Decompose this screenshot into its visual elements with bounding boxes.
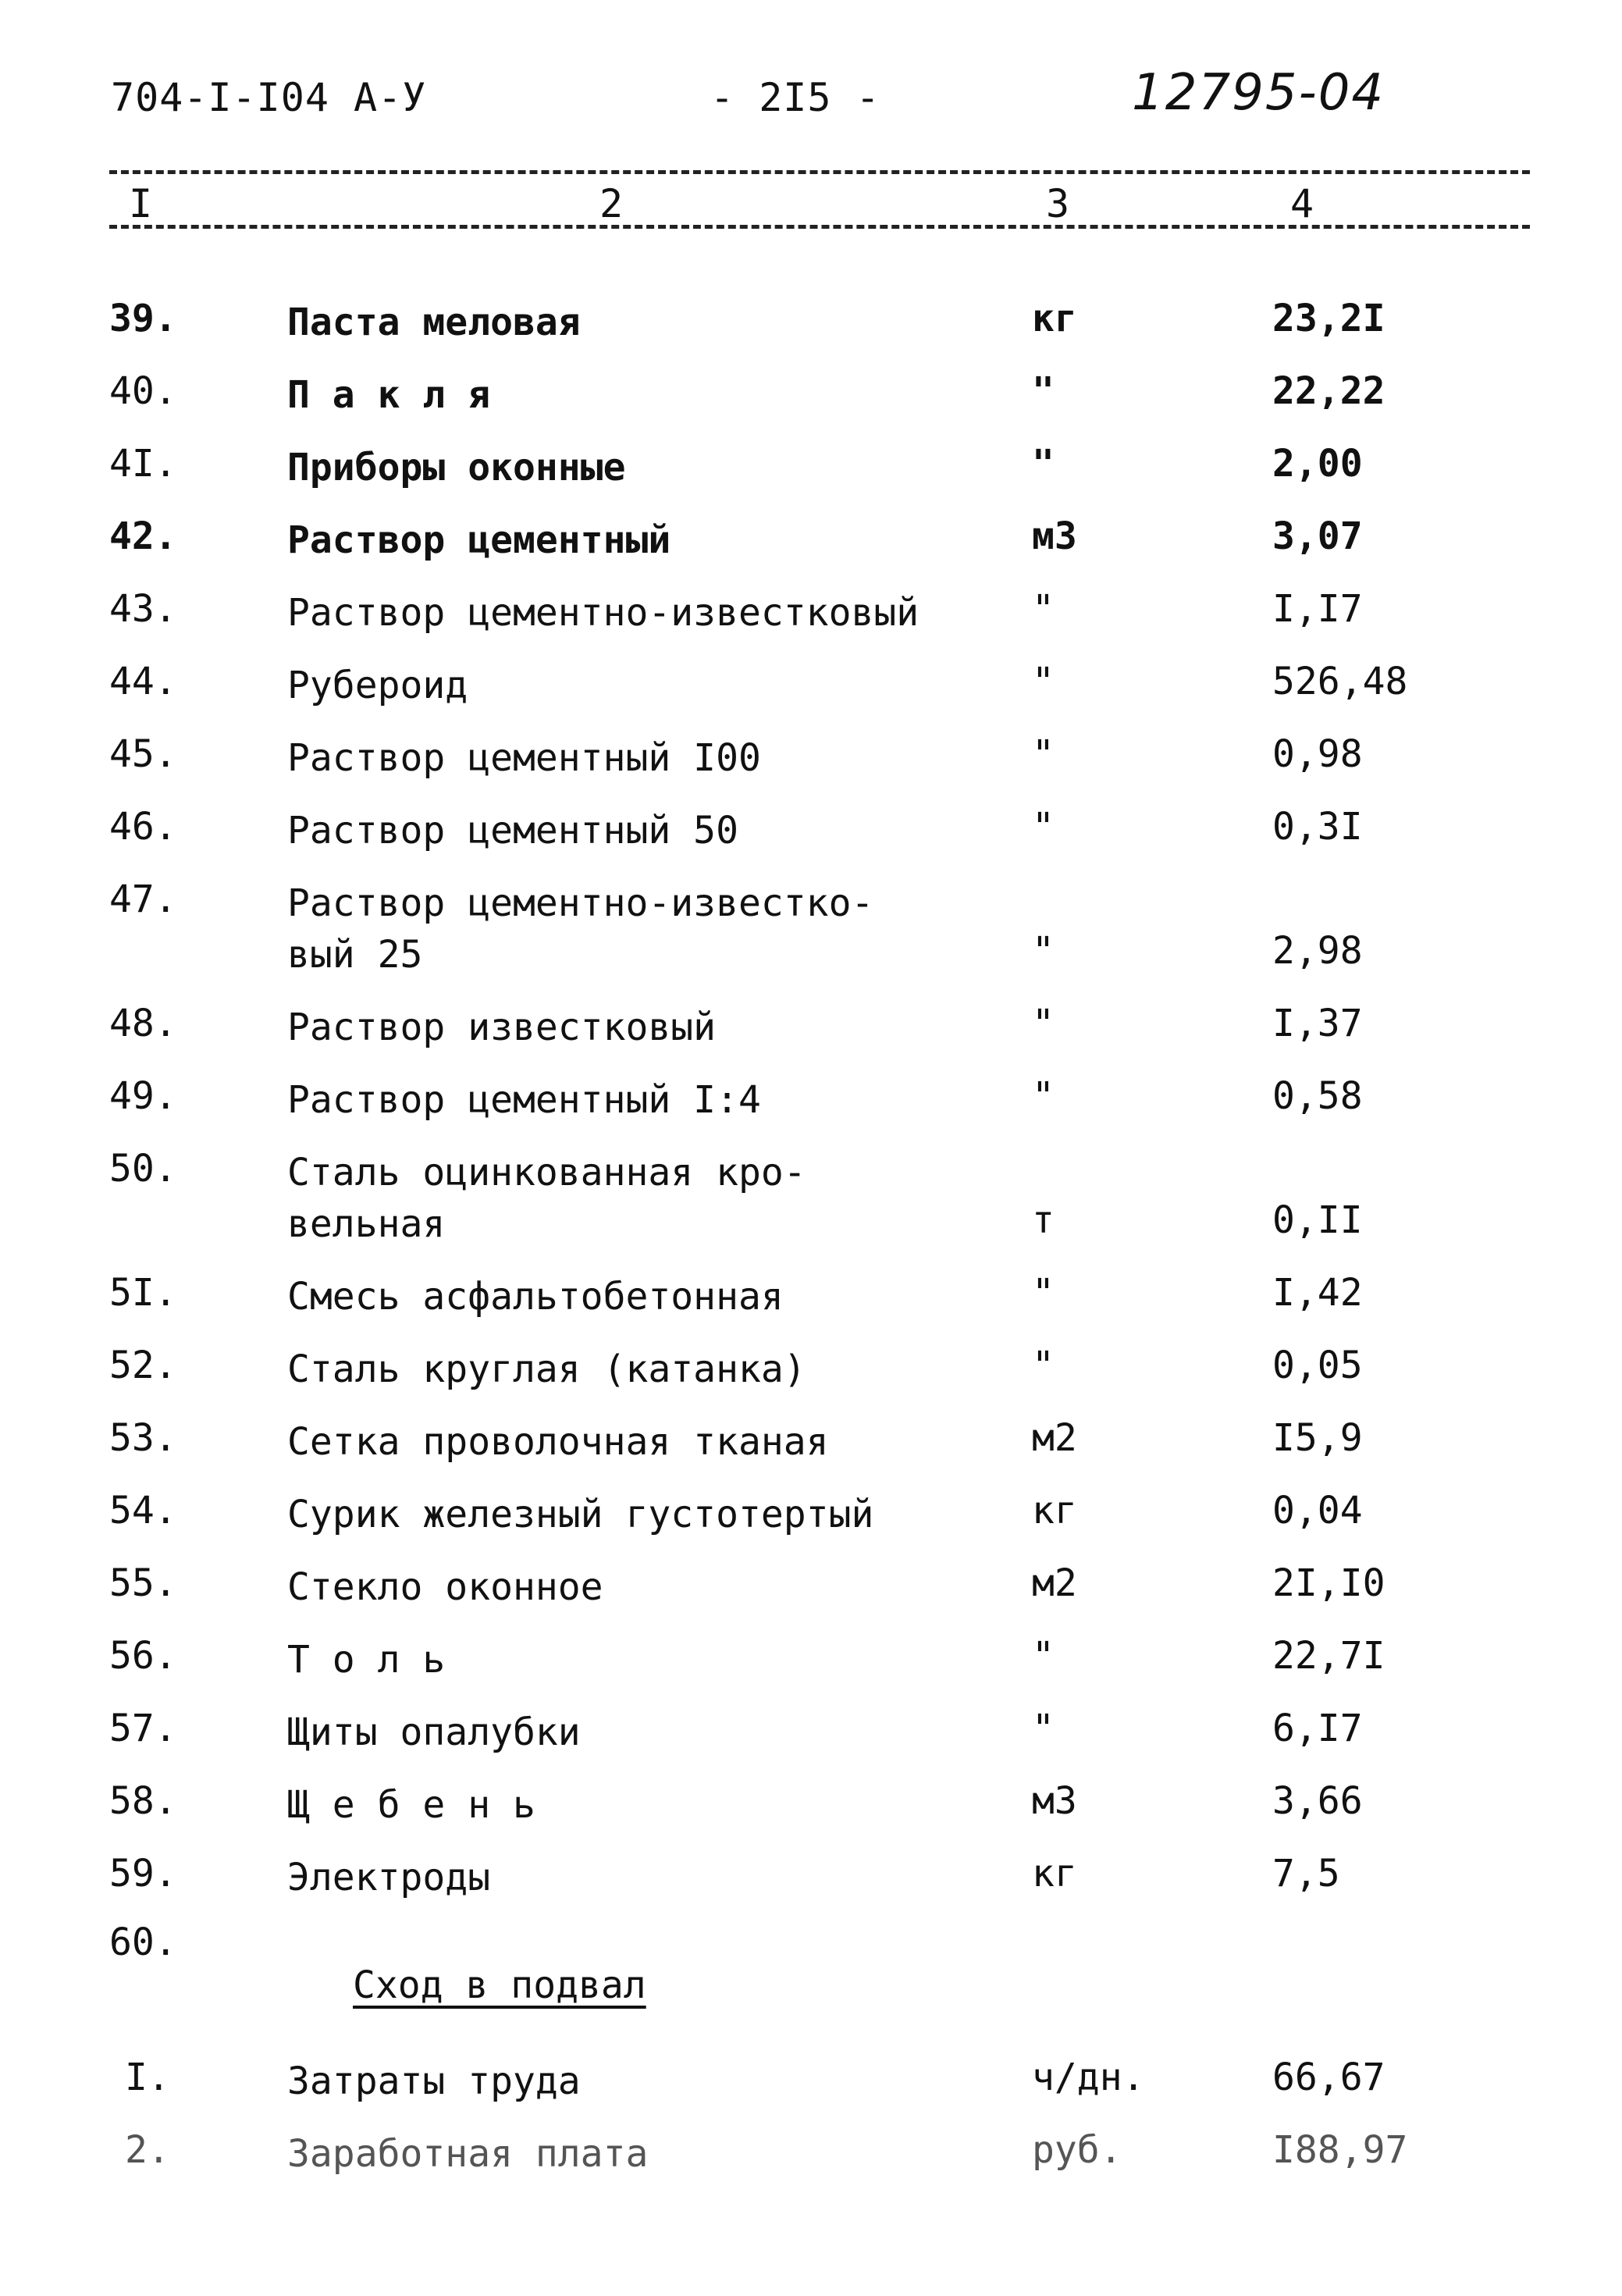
row-number: 44. — [109, 660, 177, 703]
row-material — [287, 1147, 806, 1250]
row-quantity: 6,I7 — [1272, 1707, 1363, 1750]
row-number: 46. — [109, 805, 177, 849]
row-number: 56. — [109, 1634, 177, 1678]
row-material: Рубероид — [287, 664, 468, 707]
row-quantity: 3,66 — [1272, 1779, 1363, 1823]
row-material: Сталь круглая (катанка) — [287, 1347, 806, 1391]
row-number: 48. — [109, 1002, 177, 1045]
row-number: 52. — [109, 1344, 177, 1387]
row-material: Раствор цементный 50 — [287, 809, 738, 853]
row-unit: " — [1032, 929, 1055, 973]
row-material: Смесь асфальтобетонная — [287, 1275, 784, 1319]
row-quantity: 0,58 — [1272, 1074, 1363, 1118]
section-title: Сход в подвал — [353, 1963, 646, 2007]
row-number: 5I. — [109, 1271, 177, 1315]
row-quantity: I5,9 — [1272, 1416, 1363, 1460]
row-unit: м2 — [1032, 1416, 1077, 1460]
row-quantity: 7,5 — [1272, 1852, 1340, 1896]
row-unit: " — [1032, 1271, 1055, 1315]
column-number-3: 3 — [1046, 181, 1070, 226]
row-quantity: 0,05 — [1272, 1344, 1363, 1387]
row-number: 40. — [109, 369, 177, 413]
row-unit: ч/дн. — [1032, 2056, 1145, 2099]
row-material-line-1: Сталь оцинкованная кро- — [287, 1151, 806, 1194]
row-number: 2. — [125, 2128, 170, 2172]
row-material: Сетка проволочная тканая — [287, 1420, 829, 1464]
row-number: 60. — [109, 1920, 177, 1964]
handwritten-number: 12795-04 — [1132, 64, 1385, 122]
row-number: 57. — [109, 1707, 177, 1750]
row-quantity: 66,67 — [1272, 2056, 1385, 2099]
row-number: 4I. — [109, 442, 177, 486]
row-unit: " — [1032, 369, 1055, 413]
row-material: П а к л я — [287, 373, 491, 417]
row-unit: " — [1032, 732, 1055, 776]
row-material: Стекло оконное — [287, 1565, 603, 1609]
row-quantity: 2I,I0 — [1272, 1561, 1385, 1605]
dashed-rule-bottom — [109, 225, 1530, 229]
row-quantity: I,42 — [1272, 1271, 1363, 1315]
row-material — [287, 877, 873, 981]
row-material: Заработная плата — [287, 2132, 649, 2176]
row-number: 55. — [109, 1561, 177, 1605]
row-unit: " — [1032, 660, 1055, 703]
row-unit: м3 — [1032, 514, 1077, 558]
row-quantity: 2,00 — [1272, 442, 1363, 486]
row-material: Паста меловая — [287, 301, 581, 344]
row-unit: кг — [1032, 1852, 1077, 1896]
row-quantity: 23,2I — [1272, 297, 1385, 340]
row-quantity: 3,07 — [1272, 514, 1363, 558]
row-quantity: I,I7 — [1272, 587, 1363, 631]
document-code: 704-I-I04 А-У — [111, 75, 427, 120]
row-unit: " — [1032, 1707, 1055, 1750]
row-material-line-1: Раствор цементно-известко- — [287, 881, 874, 925]
row-material: Т о л ь — [287, 1638, 446, 1682]
row-unit: " — [1032, 1002, 1055, 1045]
row-quantity: 526,48 — [1272, 660, 1408, 703]
row-quantity: 0,04 — [1272, 1489, 1363, 1532]
row-number: 47. — [109, 877, 177, 921]
row-quantity: 2,98 — [1272, 929, 1363, 973]
row-material: Приборы оконные — [287, 446, 626, 489]
row-unit: руб. — [1032, 2128, 1122, 2172]
page-number: - 2I5 - — [710, 75, 880, 120]
row-material: Щ е б е н ь — [287, 1783, 535, 1827]
row-unit: м3 — [1032, 1779, 1077, 1823]
column-number-1: I — [129, 181, 153, 226]
row-number: 49. — [109, 1074, 177, 1118]
row-quantity: I88,97 — [1272, 2128, 1408, 2172]
row-number: 53. — [109, 1416, 177, 1460]
row-quantity: 22,22 — [1272, 369, 1385, 413]
row-number: 42. — [109, 514, 177, 558]
row-unit: " — [1032, 587, 1055, 631]
row-number: 58. — [109, 1779, 177, 1823]
row-number: 54. — [109, 1489, 177, 1532]
row-number: 39. — [109, 297, 177, 340]
row-quantity: 0,II — [1272, 1198, 1363, 1242]
row-number: 45. — [109, 732, 177, 776]
row-unit: кг — [1032, 1489, 1077, 1532]
row-quantity: 0,3I — [1272, 805, 1363, 849]
row-unit: м2 — [1032, 1561, 1077, 1605]
column-number-4: 4 — [1290, 181, 1314, 226]
row-material: Раствор цементный I00 — [287, 736, 761, 780]
row-unit: кг — [1032, 297, 1077, 340]
row-quantity: 0,98 — [1272, 732, 1363, 776]
row-material: Раствор известковый — [287, 1006, 717, 1049]
row-quantity: I,37 — [1272, 1002, 1363, 1045]
row-material-line-2: вельная — [287, 1202, 446, 1246]
row-material: Щиты опалубки — [287, 1710, 581, 1754]
row-material-line-2: вый 25 — [287, 933, 423, 977]
row-number: I. — [125, 2056, 170, 2099]
row-unit: " — [1032, 1074, 1055, 1118]
row-unit: " — [1032, 442, 1055, 486]
row-unit: " — [1032, 805, 1055, 849]
row-number: 43. — [109, 587, 177, 631]
column-number-2: 2 — [599, 181, 624, 226]
row-material: Сурик железный густотертый — [287, 1493, 874, 1536]
row-material: Затраты труда — [287, 2059, 581, 2103]
row-material: Раствор цементный — [287, 518, 671, 562]
dashed-rule-top — [109, 170, 1530, 174]
row-material: Раствор цементно-известковый — [287, 591, 919, 635]
row-number: 50. — [109, 1147, 177, 1191]
row-unit: т — [1032, 1198, 1055, 1242]
row-material: Электроды — [287, 1856, 491, 1899]
row-unit: " — [1032, 1344, 1055, 1387]
row-material: Раствор цементный I:4 — [287, 1078, 761, 1122]
row-quantity: 22,7I — [1272, 1634, 1385, 1678]
row-unit: " — [1032, 1634, 1055, 1678]
row-number: 59. — [109, 1852, 177, 1896]
